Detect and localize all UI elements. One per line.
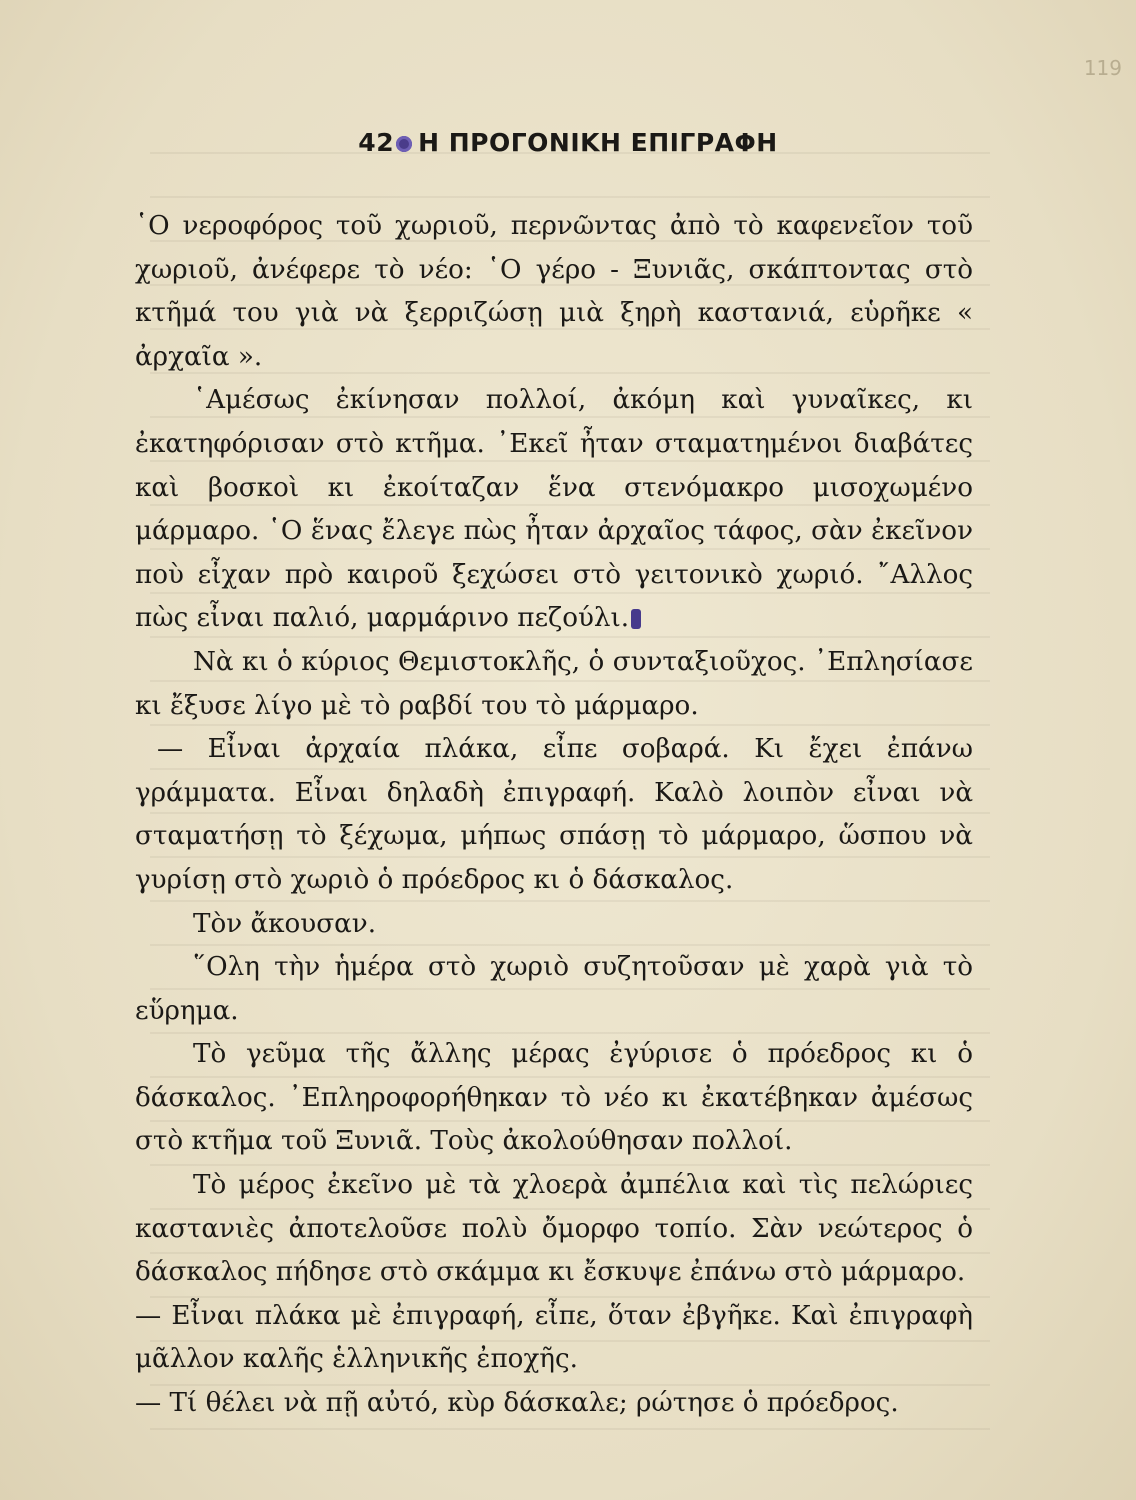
paragraph-8: Τὸ μέρος ἐκεῖνο μὲ τὰ χλοερὰ ἀμπέλια καὶ τὶς πελώριες καστανιὲς ἀποτελοῦσε πολὺ ὄμορφο τοπίο. Σὰν νεώτερος ὁ δάσκαλος πήδησε στὸ σκάμμα κι ἔσκυψε ἐπάνω στὸ μάρμαρο.	[135, 1170, 973, 1288]
paragraph-9: — Εἶναι πλάκα μὲ ἐπιγραφή, εἶπε, ὅταν ἐβγῆκε. Καὶ ἐπιγραφὴ μᾶλλον καλῆς ἑλληνικῆς ἐποχῆς.	[135, 1300, 973, 1375]
paragraph-1: ῾Ο νεροφόρος τοῦ χωριοῦ, περνῶντας ἀπὸ τὸ καφενεῖον τοῦ χωριοῦ, ἀνέφερε τὸ νέο: ῾Ο γέρο - Ξυνιᾶς, σκάπτοντας στὸ κτῆμά του γιὰ νὰ ξερριζώσῃ μιὰ ξηρὴ καστανιά, εὑρῆκε « ἀρχαῖα ».	[135, 211, 973, 372]
running-header	[0, 128, 1136, 157]
paragraph-5: Τὸν ἄκουσαν.	[193, 908, 377, 939]
paragraph-6: ῞Ολη τὴν ἡμέρα στὸ χωριὸ συζητοῦσαν μὲ χαρὰ γιὰ τὸ εὕρημα.	[135, 952, 973, 1026]
paragraph-7: Τὸ γεῦμα τῆς ἄλλης μέρας ἐγύρισε ὁ πρόεδρος κι ὁ δάσκαλος. ᾿Επληροφορήθηκαν τὸ νέο κι ἐκατέβηκαν ἀμέσως στὸ κτῆμα τοῦ Ξυνιᾶ. Τοὺς ἀκολούθησαν πολλοί.	[135, 1039, 973, 1157]
chapter-title: Η ΠΡΟΓΟΝΙΚΗ ΕΠΙΓΡΑΦΗ	[418, 128, 778, 157]
paragraph-3: Νὰ κι ὁ κύριος Θεμιστοκλῆς, ὁ συνταξιοῦχος. ᾿Επλησίασε κι ἔξυσε λίγο μὲ τὸ ραβδί του τὸ μάρμαρο.	[135, 646, 973, 721]
paragraph-2	[135, 379, 973, 641]
paragraph-2-text: ῾Αμέσως ἐκίνησαν πολλοί, ἀκόμη καὶ γυναῖκες, κι ἐκατηφόρισαν στὸ κτῆμα. ᾿Εκεῖ ἦταν σταματημένοι διαβάτες καὶ βοσκοὶ κι ἐκοίταζαν ἕνα στενόμακρο μισοχωμένο μάρμαρο. ῾Ο ἕνας ἔλεγε πὼς ἦταν ἀρχαῖος τάφος, σὰν ἐκεῖνον ποὺ εἶχαν πρὸ καιροῦ ξεχώσει στὸ γειτονικὸ χωριό. ῎Αλλος πὼς εἶναι παλιό, μαρμάρινο πεζούλι.	[135, 385, 973, 634]
page-number: 42	[358, 128, 395, 157]
paragraph-4: — Εἶναι ἀρχαία πλάκα, εἶπε σοβαρά. Κι ἔχει ἐπάνω γράμματα. Εἶναι δηλαδὴ ἐπιγραφή. Καλὸ λοιπὸν εἶναι νὰ σταματήσῃ τὸ ξέχωμα, μήπως σπάσῃ τὸ μάρμαρο, ὥσπου νὰ γυρίσῃ στὸ χωριὸ ὁ πρόεδρος κι ὁ δάσκαλος.	[135, 734, 973, 895]
ornament-icon	[396, 136, 412, 152]
marginal-page-note: 119	[1083, 56, 1122, 80]
body-text	[135, 205, 973, 1426]
ink-mark-icon	[631, 609, 641, 629]
paragraph-10: — Τί θέλει νὰ πῇ αὐτό, κὺρ δάσκαλε; ρώτησε ὁ πρόεδρος.	[135, 1388, 899, 1419]
